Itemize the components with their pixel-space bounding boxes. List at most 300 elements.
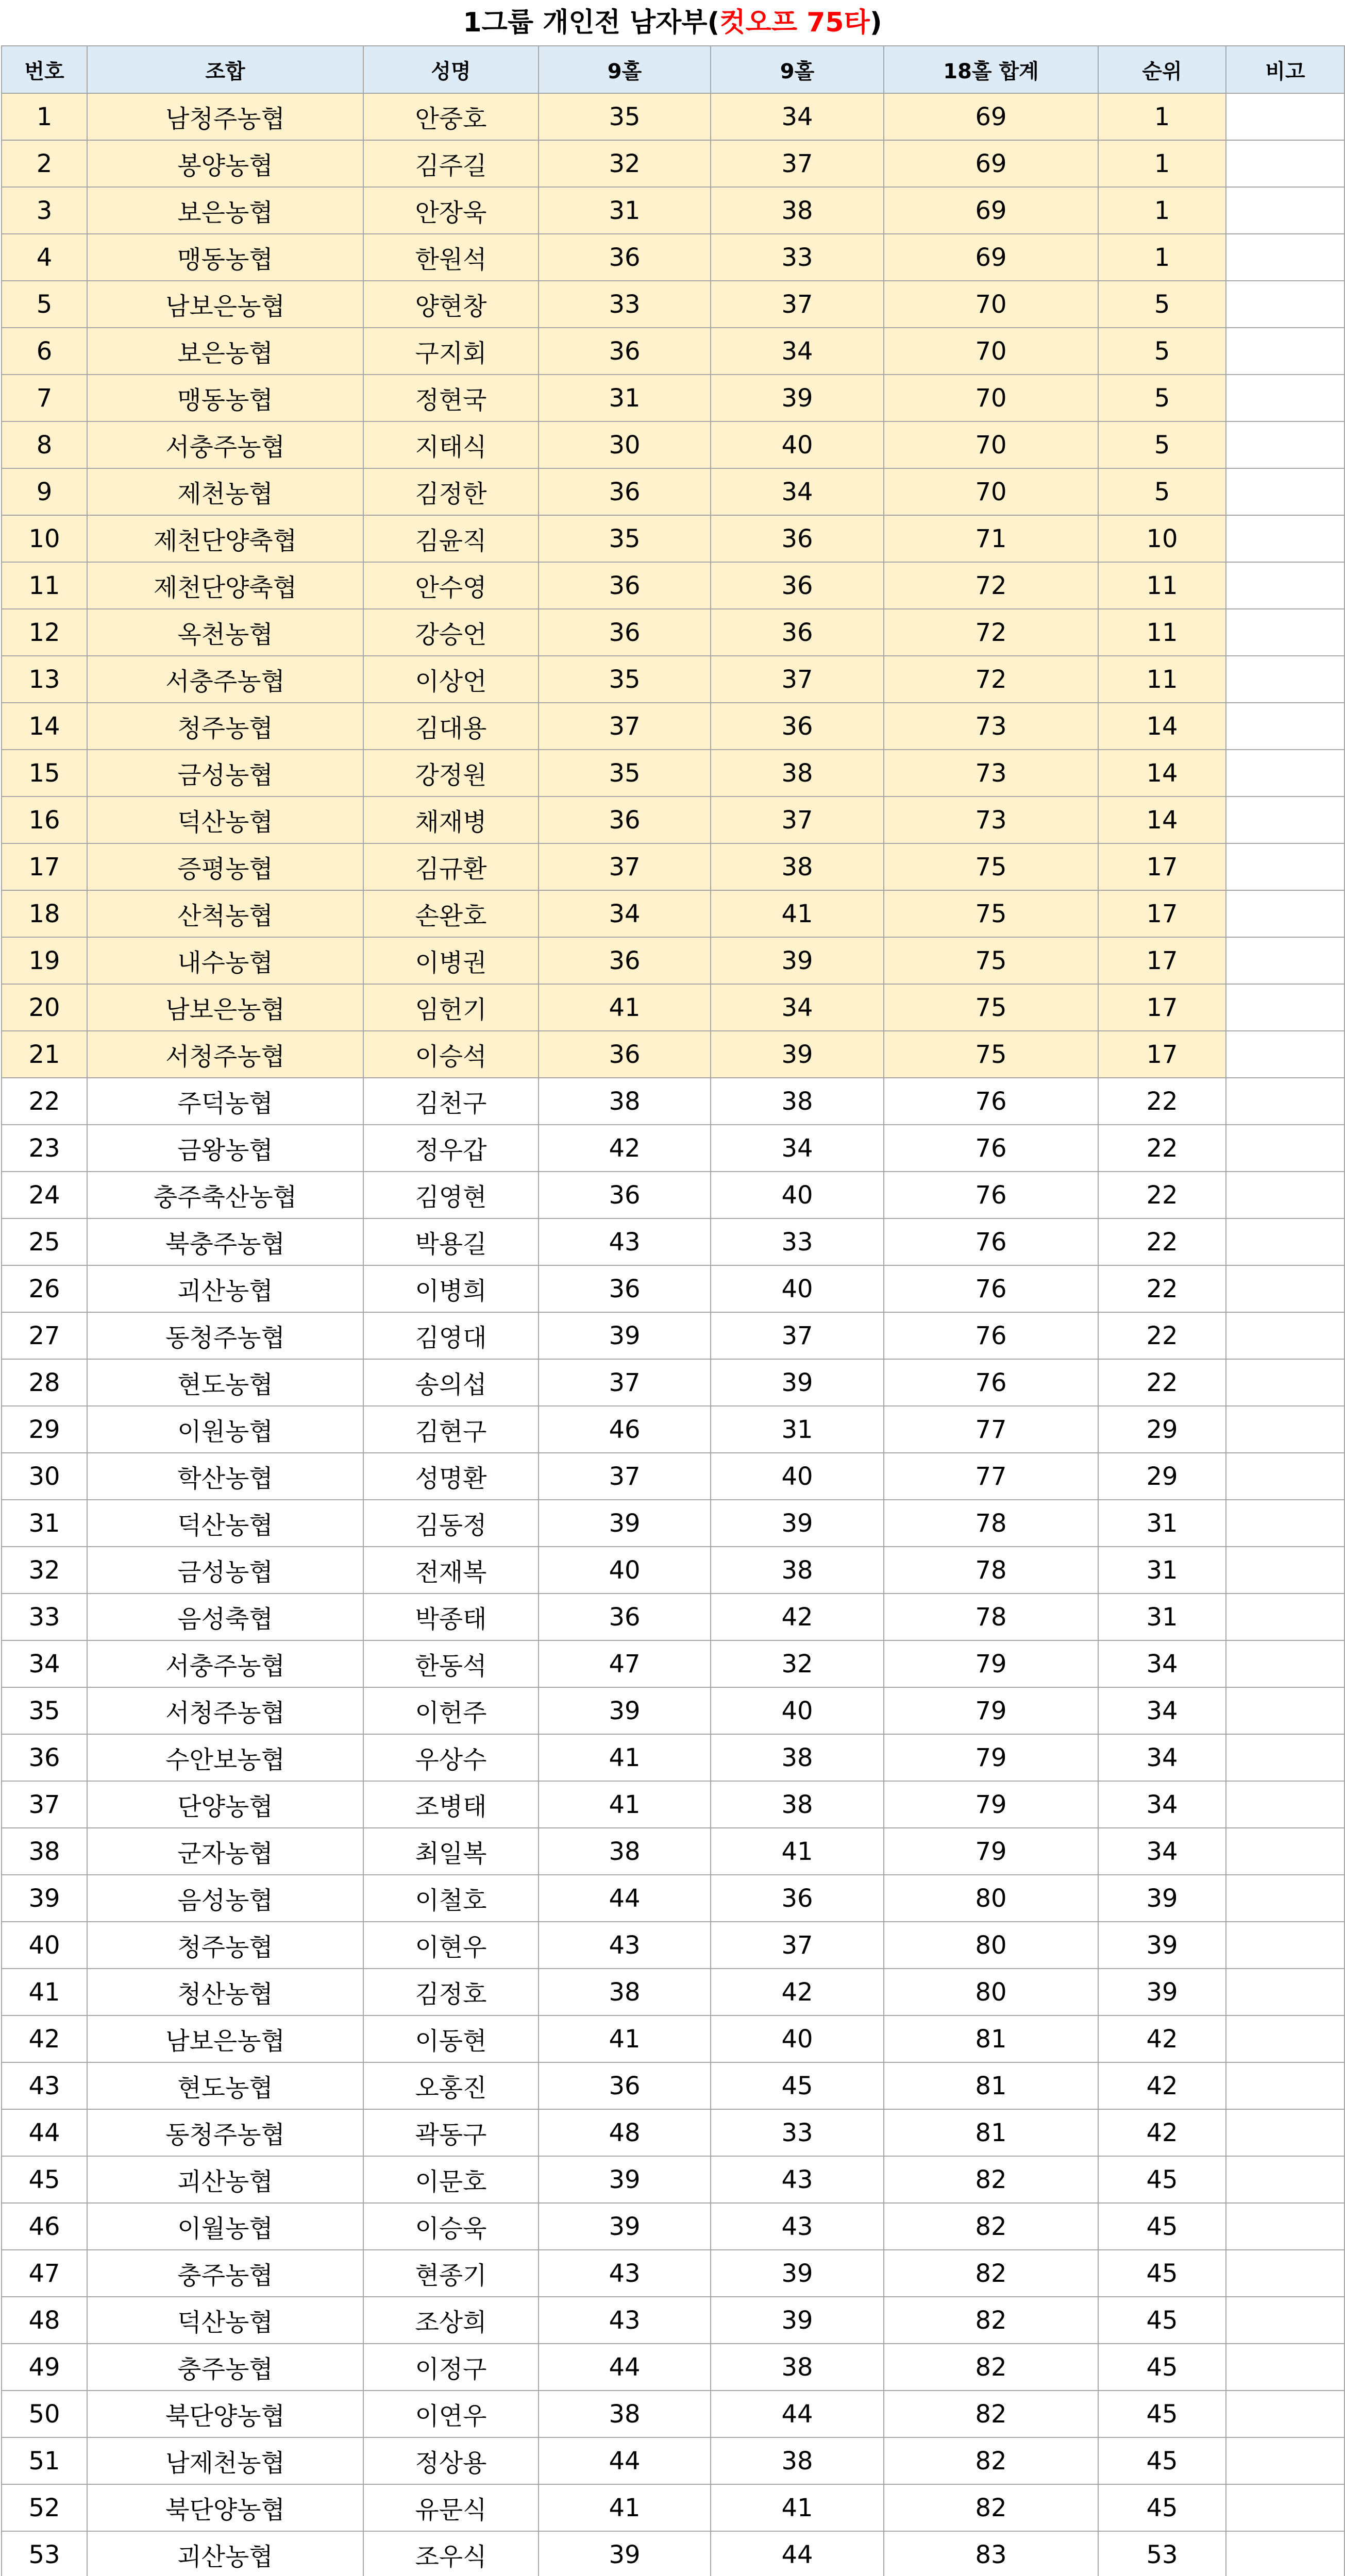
cell-rank: 45	[1098, 2297, 1226, 2344]
cell-back-nine: 38	[711, 1781, 884, 1828]
table-row	[2, 187, 1344, 234]
cell-rank: 34	[1098, 1734, 1226, 1781]
cell-front-nine: 36	[539, 1594, 711, 1640]
cell-back-nine: 38	[711, 187, 884, 234]
cell-name: 우상수	[363, 1734, 539, 1781]
cell-note	[1226, 2203, 1344, 2250]
cell-rank: 5	[1098, 328, 1226, 375]
cell-rank: 45	[1098, 2437, 1226, 2484]
cell-name: 김천구	[363, 1078, 539, 1125]
cell-front-nine: 31	[539, 187, 711, 234]
cell-cooperative: 청주농협	[87, 1922, 363, 1969]
cell-number: 30	[2, 1453, 87, 1500]
cell-front-nine: 35	[539, 656, 711, 703]
cell-number: 34	[2, 1640, 87, 1687]
cell-note	[1226, 421, 1344, 468]
cell-number: 17	[2, 843, 87, 890]
cell-rank: 1	[1098, 234, 1226, 281]
cell-number: 5	[2, 281, 87, 328]
cell-rank: 5	[1098, 421, 1226, 468]
cell-total: 76	[884, 1265, 1098, 1312]
cell-cooperative: 덕산농협	[87, 796, 363, 843]
cell-back-nine: 41	[711, 890, 884, 937]
cell-number: 33	[2, 1594, 87, 1640]
cell-front-nine: 37	[539, 843, 711, 890]
cell-back-nine: 44	[711, 2531, 884, 2576]
cell-number: 51	[2, 2437, 87, 2484]
col-header-total: 18홀 합계	[884, 46, 1098, 93]
table-row	[2, 562, 1344, 609]
table-row	[2, 1265, 1344, 1312]
table-row	[2, 2015, 1344, 2062]
cell-front-nine: 44	[539, 2437, 711, 2484]
cell-number: 44	[2, 2109, 87, 2156]
cell-name: 김정한	[363, 468, 539, 515]
cell-name: 정상용	[363, 2437, 539, 2484]
cell-name: 김영대	[363, 1312, 539, 1359]
cell-rank: 45	[1098, 2391, 1226, 2437]
cell-front-nine: 38	[539, 1828, 711, 1875]
cell-back-nine: 42	[711, 1969, 884, 2015]
cell-note	[1226, 609, 1344, 656]
cell-cooperative: 충주농협	[87, 2344, 363, 2391]
cell-cooperative: 이월농협	[87, 2203, 363, 2250]
cell-note	[1226, 2015, 1344, 2062]
cell-name: 안수영	[363, 562, 539, 609]
cell-rank: 14	[1098, 750, 1226, 796]
cell-rank: 45	[1098, 2156, 1226, 2203]
table-row	[2, 1875, 1344, 1922]
table-row	[2, 1406, 1344, 1453]
cell-name: 한원석	[363, 234, 539, 281]
cell-front-nine: 35	[539, 750, 711, 796]
cell-front-nine: 41	[539, 2015, 711, 2062]
cell-name: 오홍진	[363, 2062, 539, 2109]
cell-total: 77	[884, 1453, 1098, 1500]
cell-rank: 17	[1098, 1031, 1226, 1078]
cell-front-nine: 43	[539, 1922, 711, 1969]
cell-total: 78	[884, 1594, 1098, 1640]
cell-rank: 22	[1098, 1218, 1226, 1265]
table-row	[2, 1218, 1344, 1265]
cell-rank: 45	[1098, 2203, 1226, 2250]
cell-total: 73	[884, 703, 1098, 750]
cell-rank: 42	[1098, 2062, 1226, 2109]
cell-front-nine: 48	[539, 2109, 711, 2156]
cell-name: 김동정	[363, 1500, 539, 1547]
cell-note	[1226, 1312, 1344, 1359]
cell-cooperative: 남청주농협	[87, 93, 363, 140]
cell-back-nine: 37	[711, 1312, 884, 1359]
cell-cooperative: 서충주농협	[87, 1640, 363, 1687]
table-row	[2, 140, 1344, 187]
cell-note	[1226, 937, 1344, 984]
cell-note	[1226, 1828, 1344, 1875]
cell-rank: 1	[1098, 93, 1226, 140]
cell-cooperative: 서청주농협	[87, 1031, 363, 1078]
cell-name: 전재복	[363, 1547, 539, 1594]
cell-note	[1226, 750, 1344, 796]
cell-total: 72	[884, 609, 1098, 656]
cell-name: 정우갑	[363, 1125, 539, 1172]
cell-total: 72	[884, 562, 1098, 609]
table-row	[2, 1031, 1344, 1078]
cell-number: 15	[2, 750, 87, 796]
cell-rank: 22	[1098, 1078, 1226, 1125]
cell-name: 이정구	[363, 2344, 539, 2391]
cell-front-nine: 37	[539, 1359, 711, 1406]
table-row	[2, 1453, 1344, 1500]
cell-cooperative: 남제천농협	[87, 2437, 363, 2484]
cell-back-nine: 38	[711, 1734, 884, 1781]
cell-total: 80	[884, 1922, 1098, 1969]
cell-total: 75	[884, 843, 1098, 890]
cell-number: 7	[2, 375, 87, 421]
cell-note	[1226, 140, 1344, 187]
table-row	[2, 984, 1344, 1031]
table-row	[2, 2062, 1344, 2109]
table-row	[2, 1922, 1344, 1969]
cell-back-nine: 38	[711, 843, 884, 890]
cell-front-nine: 36	[539, 796, 711, 843]
cell-front-nine: 40	[539, 1547, 711, 1594]
cell-front-nine: 43	[539, 2297, 711, 2344]
cell-note	[1226, 1078, 1344, 1125]
cell-note	[1226, 2531, 1344, 2576]
cell-total: 79	[884, 1640, 1098, 1687]
cell-cooperative: 서충주농협	[87, 656, 363, 703]
table-row	[2, 843, 1344, 890]
cell-number: 28	[2, 1359, 87, 1406]
table-row	[2, 937, 1344, 984]
cell-note	[1226, 1922, 1344, 1969]
cell-back-nine: 36	[711, 703, 884, 750]
cell-name: 강정원	[363, 750, 539, 796]
cell-cooperative: 단양농협	[87, 1781, 363, 1828]
table-row	[2, 1359, 1344, 1406]
cell-rank: 11	[1098, 656, 1226, 703]
cell-cooperative: 북단양농협	[87, 2484, 363, 2531]
cell-number: 18	[2, 890, 87, 937]
cell-name: 임헌기	[363, 984, 539, 1031]
cell-cooperative: 남보은농협	[87, 2015, 363, 2062]
cell-back-nine: 39	[711, 1031, 884, 1078]
table-row	[2, 1500, 1344, 1547]
cell-total: 82	[884, 2156, 1098, 2203]
cell-name: 이헌주	[363, 1687, 539, 1734]
col-header-name: 성명	[363, 46, 539, 93]
cell-front-nine: 43	[539, 2250, 711, 2297]
cell-number: 52	[2, 2484, 87, 2531]
cell-rank: 39	[1098, 1875, 1226, 1922]
cell-total: 82	[884, 2250, 1098, 2297]
cell-total: 76	[884, 1312, 1098, 1359]
cell-cooperative: 옥천농협	[87, 609, 363, 656]
table-row	[2, 2484, 1344, 2531]
cell-back-nine: 43	[711, 2203, 884, 2250]
cell-total: 78	[884, 1500, 1098, 1547]
cell-front-nine: 44	[539, 1875, 711, 1922]
cell-note	[1226, 1547, 1344, 1594]
cell-name: 손완호	[363, 890, 539, 937]
cell-front-nine: 36	[539, 2062, 711, 2109]
cell-note	[1226, 796, 1344, 843]
cell-cooperative: 제천단양축협	[87, 515, 363, 562]
cell-name: 안장욱	[363, 187, 539, 234]
cell-total: 76	[884, 1359, 1098, 1406]
table-row	[2, 1969, 1344, 2015]
cell-name: 이병희	[363, 1265, 539, 1312]
cell-front-nine: 38	[539, 1078, 711, 1125]
cell-cooperative: 제천단양축협	[87, 562, 363, 609]
cell-total: 80	[884, 1875, 1098, 1922]
sheet-title	[0, 0, 1345, 45]
cell-front-nine: 36	[539, 1265, 711, 1312]
cell-cooperative: 덕산농협	[87, 2297, 363, 2344]
table-row	[2, 93, 1344, 140]
col-header-back-nine: 9홀	[711, 46, 884, 93]
cell-front-nine: 39	[539, 1687, 711, 1734]
cell-cooperative: 맹동농협	[87, 375, 363, 421]
cell-rank: 17	[1098, 984, 1226, 1031]
cell-name: 양현창	[363, 281, 539, 328]
cell-cooperative: 수안보농협	[87, 1734, 363, 1781]
cell-front-nine: 39	[539, 2156, 711, 2203]
cell-total: 75	[884, 984, 1098, 1031]
cell-cooperative: 충주축산농협	[87, 1172, 363, 1218]
cell-note	[1226, 515, 1344, 562]
cell-back-nine: 33	[711, 2109, 884, 2156]
cell-front-nine: 46	[539, 1406, 711, 1453]
cell-note	[1226, 375, 1344, 421]
cell-back-nine: 38	[711, 2437, 884, 2484]
cell-name: 구지회	[363, 328, 539, 375]
cell-name: 강승언	[363, 609, 539, 656]
table-row	[2, 2156, 1344, 2203]
cell-total: 82	[884, 2344, 1098, 2391]
cell-note	[1226, 2484, 1344, 2531]
cell-back-nine: 37	[711, 1922, 884, 1969]
cell-note	[1226, 1265, 1344, 1312]
cell-note	[1226, 1969, 1344, 2015]
cell-cooperative: 청산농협	[87, 1969, 363, 2015]
cell-total: 75	[884, 1031, 1098, 1078]
cell-cooperative: 금왕농협	[87, 1125, 363, 1172]
cell-rank: 34	[1098, 1828, 1226, 1875]
table-row	[2, 515, 1344, 562]
cell-total: 73	[884, 750, 1098, 796]
cell-rank: 11	[1098, 609, 1226, 656]
cell-front-nine: 31	[539, 375, 711, 421]
cell-total: 78	[884, 1547, 1098, 1594]
cell-number: 11	[2, 562, 87, 609]
cell-back-nine: 40	[711, 1453, 884, 1500]
cell-number: 25	[2, 1218, 87, 1265]
cell-back-nine: 32	[711, 1640, 884, 1687]
cell-cooperative: 북충주농협	[87, 1218, 363, 1265]
cell-number: 45	[2, 2156, 87, 2203]
cell-name: 정현국	[363, 375, 539, 421]
cell-rank: 34	[1098, 1781, 1226, 1828]
cell-number: 42	[2, 2015, 87, 2062]
cell-rank: 45	[1098, 2484, 1226, 2531]
cell-note	[1226, 281, 1344, 328]
cell-front-nine: 37	[539, 1453, 711, 1500]
cell-name: 김현구	[363, 1406, 539, 1453]
cell-note	[1226, 2062, 1344, 2109]
cell-rank: 31	[1098, 1500, 1226, 1547]
cell-back-nine: 34	[711, 93, 884, 140]
cell-name: 현종기	[363, 2250, 539, 2297]
cell-total: 69	[884, 234, 1098, 281]
cell-number: 41	[2, 1969, 87, 2015]
cell-total: 76	[884, 1125, 1098, 1172]
cell-note	[1226, 1687, 1344, 1734]
cell-front-nine: 37	[539, 703, 711, 750]
cell-rank: 45	[1098, 2250, 1226, 2297]
cell-number: 27	[2, 1312, 87, 1359]
cell-total: 73	[884, 796, 1098, 843]
cell-back-nine: 37	[711, 656, 884, 703]
cell-note	[1226, 2250, 1344, 2297]
cell-number: 19	[2, 937, 87, 984]
cell-note	[1226, 93, 1344, 140]
table-row	[2, 656, 1344, 703]
cell-cooperative: 보은농협	[87, 187, 363, 234]
cell-number: 37	[2, 1781, 87, 1828]
cell-total: 81	[884, 2062, 1098, 2109]
cell-name: 조상희	[363, 2297, 539, 2344]
cell-name: 안중호	[363, 93, 539, 140]
cell-total: 70	[884, 421, 1098, 468]
cell-name: 지태식	[363, 421, 539, 468]
cell-total: 69	[884, 140, 1098, 187]
cell-number: 46	[2, 2203, 87, 2250]
cell-number: 12	[2, 609, 87, 656]
table-row	[2, 890, 1344, 937]
table-row	[2, 2391, 1344, 2437]
cell-back-nine: 36	[711, 515, 884, 562]
cell-note	[1226, 1453, 1344, 1500]
cell-note	[1226, 1875, 1344, 1922]
cell-back-nine: 37	[711, 796, 884, 843]
cell-front-nine: 43	[539, 1218, 711, 1265]
cell-name: 유문식	[363, 2484, 539, 2531]
cell-number: 48	[2, 2297, 87, 2344]
cell-note	[1226, 1640, 1344, 1687]
cell-front-nine: 38	[539, 1969, 711, 2015]
cell-note	[1226, 656, 1344, 703]
cell-back-nine: 33	[711, 234, 884, 281]
cell-total: 79	[884, 1781, 1098, 1828]
cell-cooperative: 맹동농협	[87, 234, 363, 281]
cell-name: 이연우	[363, 2391, 539, 2437]
cell-cooperative: 남보은농협	[87, 984, 363, 1031]
cell-rank: 22	[1098, 1265, 1226, 1312]
cell-back-nine: 39	[711, 2250, 884, 2297]
cell-total: 72	[884, 656, 1098, 703]
cell-name: 성명환	[363, 1453, 539, 1500]
cell-total: 82	[884, 2484, 1098, 2531]
cell-number: 3	[2, 187, 87, 234]
cell-total: 75	[884, 937, 1098, 984]
cell-back-nine: 41	[711, 2484, 884, 2531]
table-row	[2, 328, 1344, 375]
cell-front-nine: 42	[539, 1125, 711, 1172]
cell-front-nine: 41	[539, 1734, 711, 1781]
cell-back-nine: 42	[711, 1594, 884, 1640]
cell-cooperative: 학산농협	[87, 1453, 363, 1500]
cell-name: 이상언	[363, 656, 539, 703]
cell-name: 이문호	[363, 2156, 539, 2203]
cell-note	[1226, 1734, 1344, 1781]
cell-back-nine: 34	[711, 468, 884, 515]
table-row	[2, 703, 1344, 750]
cell-back-nine: 38	[711, 1547, 884, 1594]
cell-number: 49	[2, 2344, 87, 2391]
cell-front-nine: 39	[539, 1312, 711, 1359]
cell-number: 14	[2, 703, 87, 750]
table-row	[2, 1172, 1344, 1218]
cell-front-nine: 36	[539, 328, 711, 375]
cell-note	[1226, 1500, 1344, 1547]
cell-back-nine: 39	[711, 375, 884, 421]
cell-rank: 22	[1098, 1312, 1226, 1359]
cell-total: 70	[884, 281, 1098, 328]
title-main: 1그룹 개인전 남자부(	[463, 7, 720, 38]
cell-rank: 14	[1098, 796, 1226, 843]
cell-back-nine: 34	[711, 328, 884, 375]
cell-name: 이승석	[363, 1031, 539, 1078]
table-row	[2, 1734, 1344, 1781]
cell-note	[1226, 562, 1344, 609]
cell-rank: 17	[1098, 843, 1226, 890]
cell-total: 70	[884, 375, 1098, 421]
cell-total: 81	[884, 2109, 1098, 2156]
col-header-rank: 순위	[1098, 46, 1226, 93]
cell-back-nine: 40	[711, 421, 884, 468]
cell-name: 조우식	[363, 2531, 539, 2576]
cell-total: 79	[884, 1734, 1098, 1781]
cell-note	[1226, 1406, 1344, 1453]
cell-back-nine: 36	[711, 1875, 884, 1922]
cell-rank: 39	[1098, 1922, 1226, 1969]
cell-rank: 29	[1098, 1406, 1226, 1453]
cell-cooperative: 덕산농협	[87, 1500, 363, 1547]
cell-number: 32	[2, 1547, 87, 1594]
cell-note	[1226, 1031, 1344, 1078]
cell-number: 22	[2, 1078, 87, 1125]
cell-total: 70	[884, 468, 1098, 515]
cell-back-nine: 39	[711, 1359, 884, 1406]
cell-note	[1226, 328, 1344, 375]
table-row	[2, 609, 1344, 656]
cell-note	[1226, 1172, 1344, 1218]
cell-number: 39	[2, 1875, 87, 1922]
cell-total: 82	[884, 2437, 1098, 2484]
cell-rank: 31	[1098, 1594, 1226, 1640]
cell-total: 69	[884, 187, 1098, 234]
cell-name: 이승욱	[363, 2203, 539, 2250]
cell-front-nine: 39	[539, 2203, 711, 2250]
cell-total: 76	[884, 1172, 1098, 1218]
cell-cooperative: 주덕농협	[87, 1078, 363, 1125]
cell-number: 21	[2, 1031, 87, 1078]
cell-total: 83	[884, 2531, 1098, 2576]
cell-front-nine: 41	[539, 984, 711, 1031]
cell-number: 20	[2, 984, 87, 1031]
cell-total: 82	[884, 2391, 1098, 2437]
